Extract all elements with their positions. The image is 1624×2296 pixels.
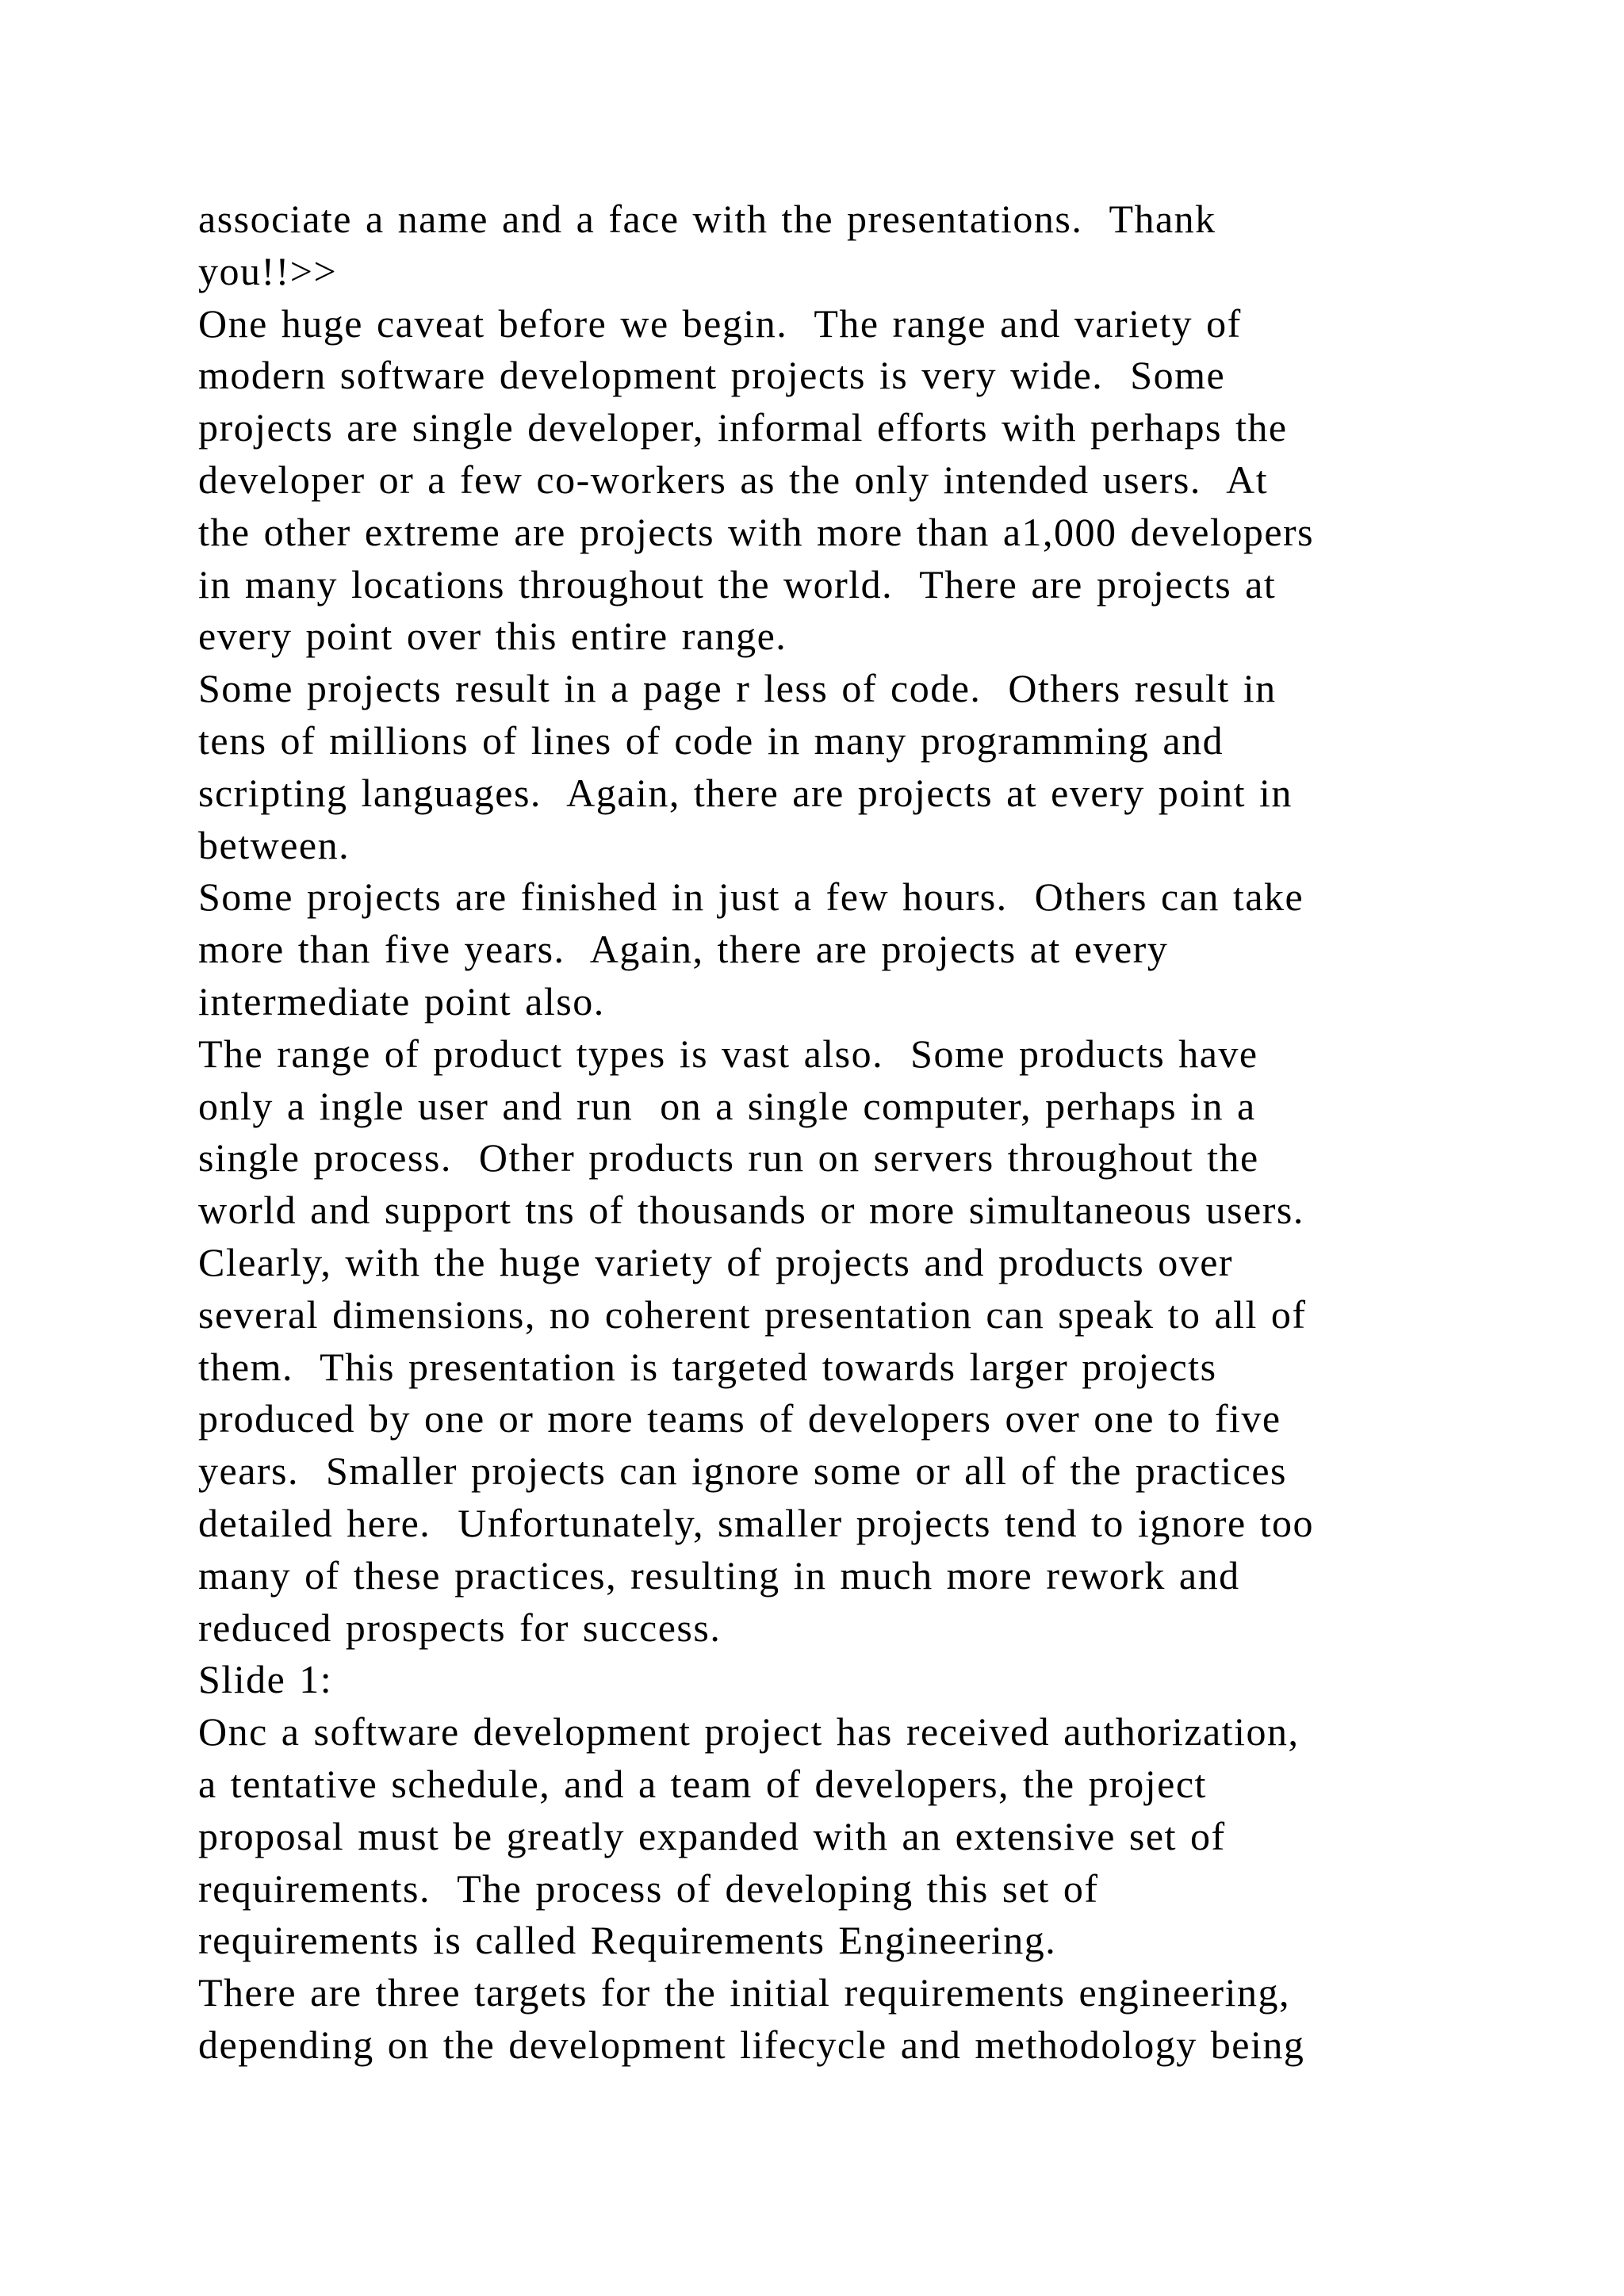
text-line: a tentative schedule, and a team of developers, the project bbox=[198, 1761, 1207, 1806]
text-line: requirements is called Requirements Engineering. bbox=[198, 1918, 1057, 1963]
text-line: There are three targets for the initial requirements engineering, bbox=[198, 1970, 1290, 2015]
text-line: between. bbox=[198, 822, 350, 867]
text-line: scripting languages. Again, there are projects at every point in bbox=[198, 770, 1293, 815]
text-line: One huge caveat before we begin. The range and variety of bbox=[198, 300, 1242, 346]
text-line: reduced prospects for success. bbox=[198, 1605, 722, 1650]
slide-heading: Slide 1: bbox=[198, 1657, 333, 1702]
text-line: modern software development projects is very wide. Some bbox=[198, 353, 1226, 398]
text-line: proposal must be greatly expanded with an extensive set of bbox=[198, 1813, 1226, 1858]
text-line: them. This presentation is targeted towards larger projects bbox=[198, 1344, 1217, 1389]
text-line: tens of millions of lines of code in many programming and bbox=[198, 718, 1224, 763]
text-line: only a ingle user and run on a single computer, perhaps in a bbox=[198, 1083, 1256, 1128]
text-line: detailed here. Unfortunately, smaller projects tend to ignore too bbox=[198, 1500, 1315, 1545]
text-line: years. Smaller projects can ignore some or all of the practices bbox=[198, 1448, 1287, 1494]
text-line: The range of product types is vast also. Some products have bbox=[198, 1031, 1258, 1076]
text-line: every point over this entire range. bbox=[198, 614, 787, 659]
text-line: you!!>> bbox=[198, 248, 338, 293]
document-body bbox=[198, 193, 1618, 2072]
text-line: more than five years. Again, there are projects at every bbox=[198, 927, 1169, 972]
text-line: world and support tns of thousands or more simultaneous users. bbox=[198, 1188, 1304, 1233]
text-line: requirements. The process of developing this set of bbox=[198, 1866, 1099, 1911]
text-line: projects are single developer, informal efforts with perhaps the bbox=[198, 405, 1288, 450]
text-line: produced by one or more teams of developers over one to five bbox=[198, 1396, 1281, 1441]
text-line: Some projects are finished in just a few hours. Others can take bbox=[198, 874, 1304, 920]
text-line: several dimensions, no coherent presentation can speak to all of bbox=[198, 1292, 1307, 1337]
text-line: the other extreme are projects with more than a1,000 developers bbox=[198, 509, 1315, 554]
text-line: single process. Other products run on servers throughout the bbox=[198, 1135, 1259, 1181]
text-line: depending on the development lifecycle and methodology being bbox=[198, 2022, 1305, 2067]
text-line: Clearly, with the huge variety of projects and products over bbox=[198, 1239, 1234, 1284]
text-line: Some projects result in a page r less of code. Others result in bbox=[198, 666, 1277, 711]
text-line: developer or a few co-workers as the only intended users. At bbox=[198, 457, 1269, 502]
text-line: associate a name and a face with the presentations. Thank bbox=[198, 197, 1216, 241]
text-line: Onc a software development project has received authorization, bbox=[198, 1709, 1300, 1755]
text-line: many of these practices, resulting in much more rework and bbox=[198, 1552, 1240, 1598]
text-line: in many locations throughout the world. There are projects at bbox=[198, 561, 1277, 607]
text-line: intermediate point also. bbox=[198, 978, 605, 1024]
